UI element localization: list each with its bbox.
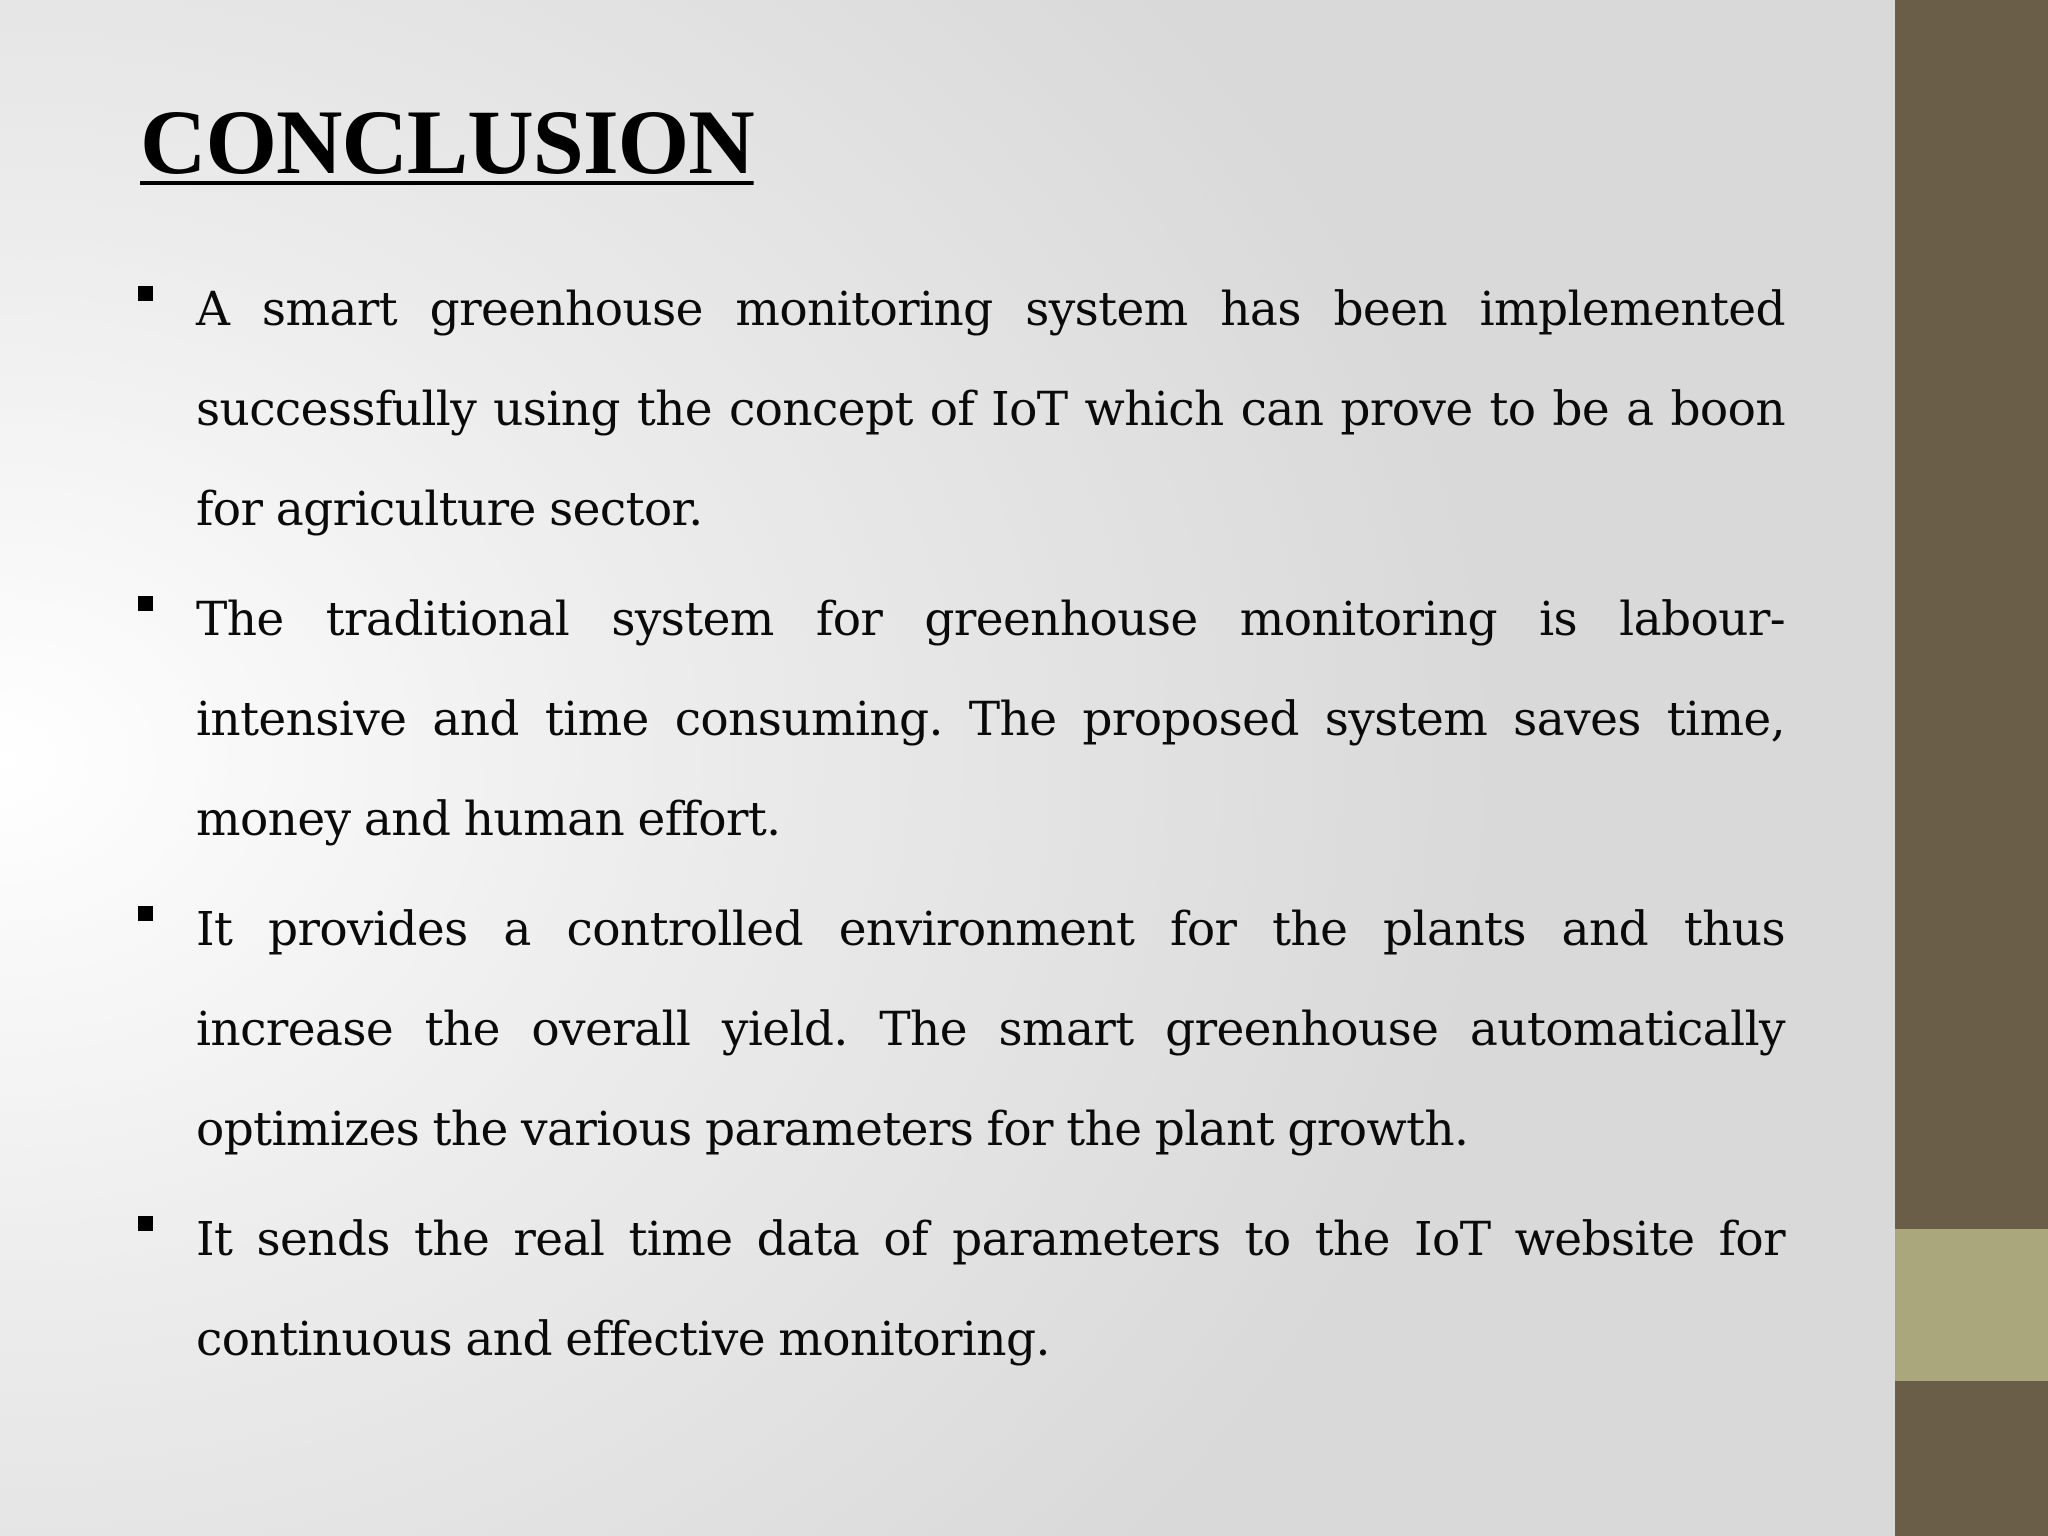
bullet-item [130,1190,1785,1390]
bullet-item [130,260,1785,560]
slide-title: CONCLUSION [140,91,754,193]
decorative-sidebar [1895,0,2048,1536]
square-bullet-icon [138,596,153,611]
bullet-text: It sends the real time data of parameters to the IoT website for continuous and effective monitoring. [196,1212,1785,1367]
bullet-text: A smart greenhouse monitoring system has been implemented successfully using the concept of IoT which can prove to be a boon for agriculture sector. [196,282,1785,537]
square-bullet-icon [138,286,153,301]
square-bullet-icon [138,1216,153,1231]
square-bullet-icon [138,906,153,921]
bullet-item [130,880,1785,1180]
bullet-item [130,570,1785,870]
sidebar-accent-block [1895,1229,2048,1381]
bullet-text: It provides a controlled environment for the plants and thus increase the overall yield. The smart greenhouse automatically optimizes the various parameters for the plant growth. [196,902,1785,1157]
bullet-list [130,260,1785,1400]
bullet-text: The traditional system for greenhouse monitoring is labour-intensive and time consuming. The proposed system saves time, money and human effort. [196,592,1785,847]
